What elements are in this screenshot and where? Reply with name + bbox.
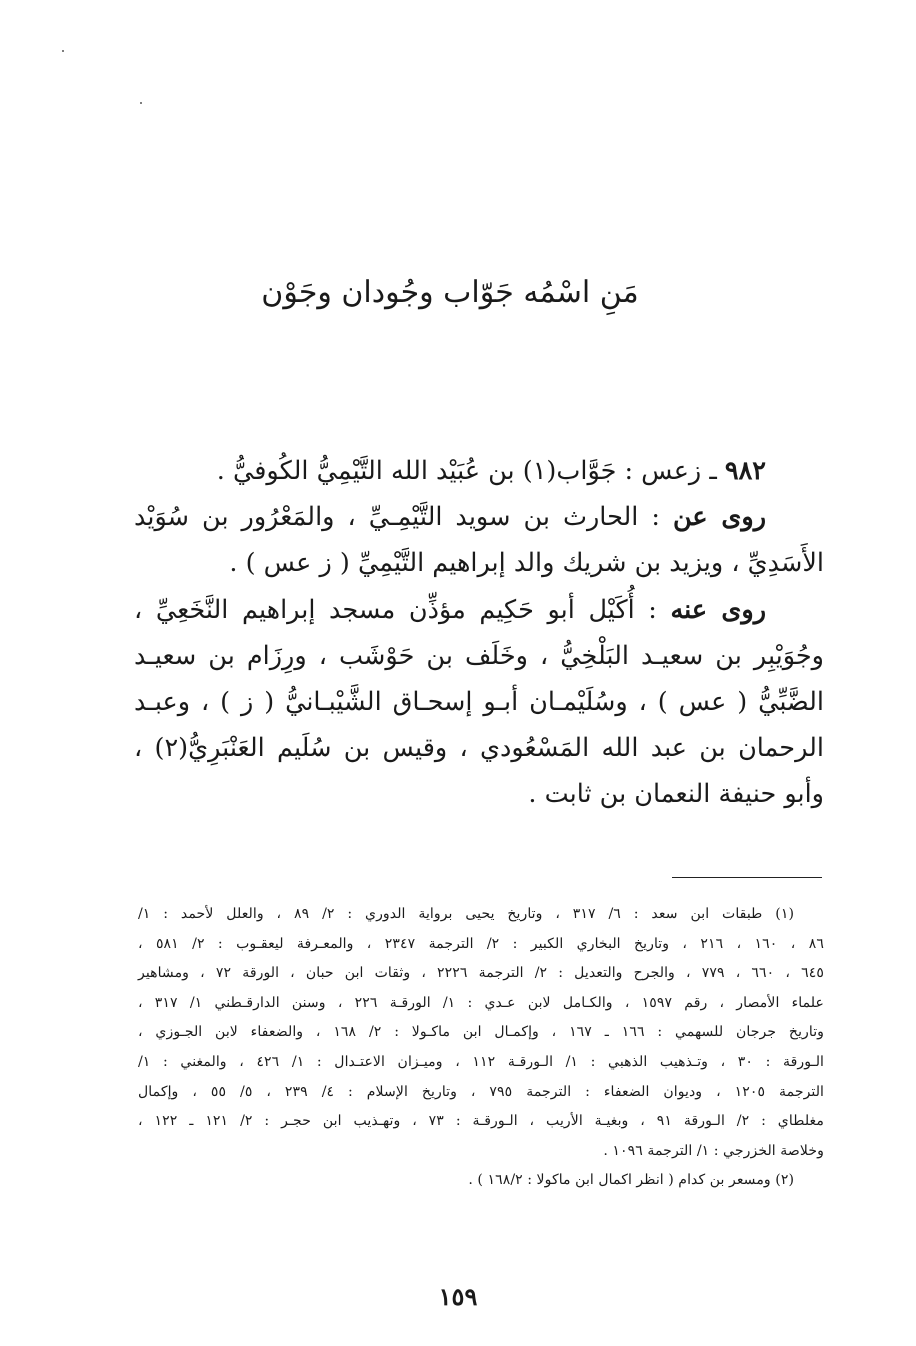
footnote-1-line: علماء الأمصار ، رقم ١٥٩٧ ، والكـامل لابن عـدي : ١/ الورقـة ٢٢٦ ، وسنن الدارقـطني ١/ ٣١٧ ، [138, 994, 824, 1011]
narrated-from-paragraph [134, 494, 824, 586]
footnotes [138, 900, 824, 1196]
scan-speck [62, 50, 64, 52]
footnote-1-line: ٦٤٥ ، ٦٦٠ ، ٧٧٩ ، والجرح والتعديل : ٢/ الترجمة ٢٢٢٦ ، وثقات ابن حبان ، الورقة ٧٢ ، ومشاهير [138, 965, 824, 982]
entry-header [134, 448, 824, 494]
scan-speck [140, 102, 142, 104]
footnote-1-line: مغلطاي : ٢/ الـورقة ٩١ ، وبغيـة الأريب ، الـورقـة : ٧٣ ، وتهـذيب ابن حجـر : ٢/ ١٢١ ـ ١٢٢ ، [138, 1113, 824, 1130]
footnote-1-line: ٨٦ ، ١٦٠ ، ٢١٦ ، وتاريخ البخاري الكبير : ٢/ الترجمة ٢٣٤٧ ، والمعـرفة ليعقـوب : ٢/ ٥٨١ ، [138, 935, 824, 952]
footnote-1-line: الـورقة : ٣٠ ، وتـذهيب الذهبي : ١/ الـورقـة ١١٢ ، وميـزان الاعتـدال : ١/ ٤٢٦ ، والمغني : ١/ [138, 1053, 824, 1070]
narrated-by-line [134, 587, 824, 633]
narrated-by-label: روى عنه [670, 594, 767, 625]
footnote-1-line: وخلاصة الخزرجي : ١/ الترجمة ١٠٩٦ . [603, 1142, 824, 1159]
entry-number: ٩٨٢ [724, 456, 766, 486]
footnote-1-line: وتاريخ جرجان للسهمي : ١٦٦ ـ ١٦٧ ، وإكمـال ابن ماكـولا : ٢/ ١٦٨ ، والضعفاء لابن الجـوزي ، [138, 1024, 824, 1041]
footnote-1-line: الترجمة ١٢٠٥ ، وديوان الضعفاء : الترجمة ٧٩٥ ، وتاريخ الإسلام : ٤/ ٢٣٩ ، ٥/ ٥٥ ، وإكمال [138, 1083, 824, 1100]
narrated-by-text: : أُكَيْل أبو حَكِيم مؤذِّن مسجد إبراهيم النَّخَعِيِّ ، [134, 594, 671, 625]
footnote-1-line: (١) طبقات ابن سعد : ٦/ ٣١٧ ، وتاريخ يحيى برواية الدوري : ٢/ ٨٩ ، والعلل لأحمد : ١/ [138, 906, 794, 922]
narrated-from-label: روى عن [673, 502, 767, 533]
entry-header-line [134, 448, 824, 494]
narrated-by-line: الضَّبِّيُّ ( عس ) ، وسُلَيْمـان أبـو إسحـاق الشَّيْبـانيُّ ( ز ) ، وعبـد [134, 687, 824, 718]
narrated-by-line: الرحمان بن عبد الله المَسْعُودي ، وقيس بن سُلَيم العَنْبَرِيُّ(٢) ، [134, 733, 824, 764]
entry-header-text: ـ زعس : جَوَّاب(١) بن عُبَيْد الله التَّيْمِيُّ الكُوفيُّ . [216, 456, 725, 486]
narrated-from-text: : الحارث بن سويد التَّيْمِـيِّ ، والمَعْرُور بن سُوَيْد [134, 502, 674, 533]
narrated-from-line [134, 494, 824, 540]
narrated-by-line: وجُوَيْبِر بن سعيـد البَلْخِيُّ ، وخَلَف بن حَوْشَب ، ورِزَام بن سعيـد [134, 640, 824, 671]
page-number: ١٥٩ [438, 1282, 478, 1311]
narrated-by-paragraph [134, 587, 824, 818]
biography-entry [134, 448, 824, 818]
chapter-title: مَنِ اسْمُه جَوّاب وجُودان وجَوْن [261, 275, 639, 310]
narrated-by-line: وأبو حنيفة النعمان بن ثابت . [528, 779, 824, 810]
footnote-divider [672, 877, 822, 878]
footnote-2-line: (٢) ومسعر بن كدام ( انظر اكمال ابن ماكولا : ١٦٨/٢ ) . [468, 1172, 794, 1189]
narrated-from-line: الأَسَدِيِّ ، ويزيد بن شريك والد إبراهيم التَّيْمِيِّ ( ز عس ) . [229, 548, 824, 579]
